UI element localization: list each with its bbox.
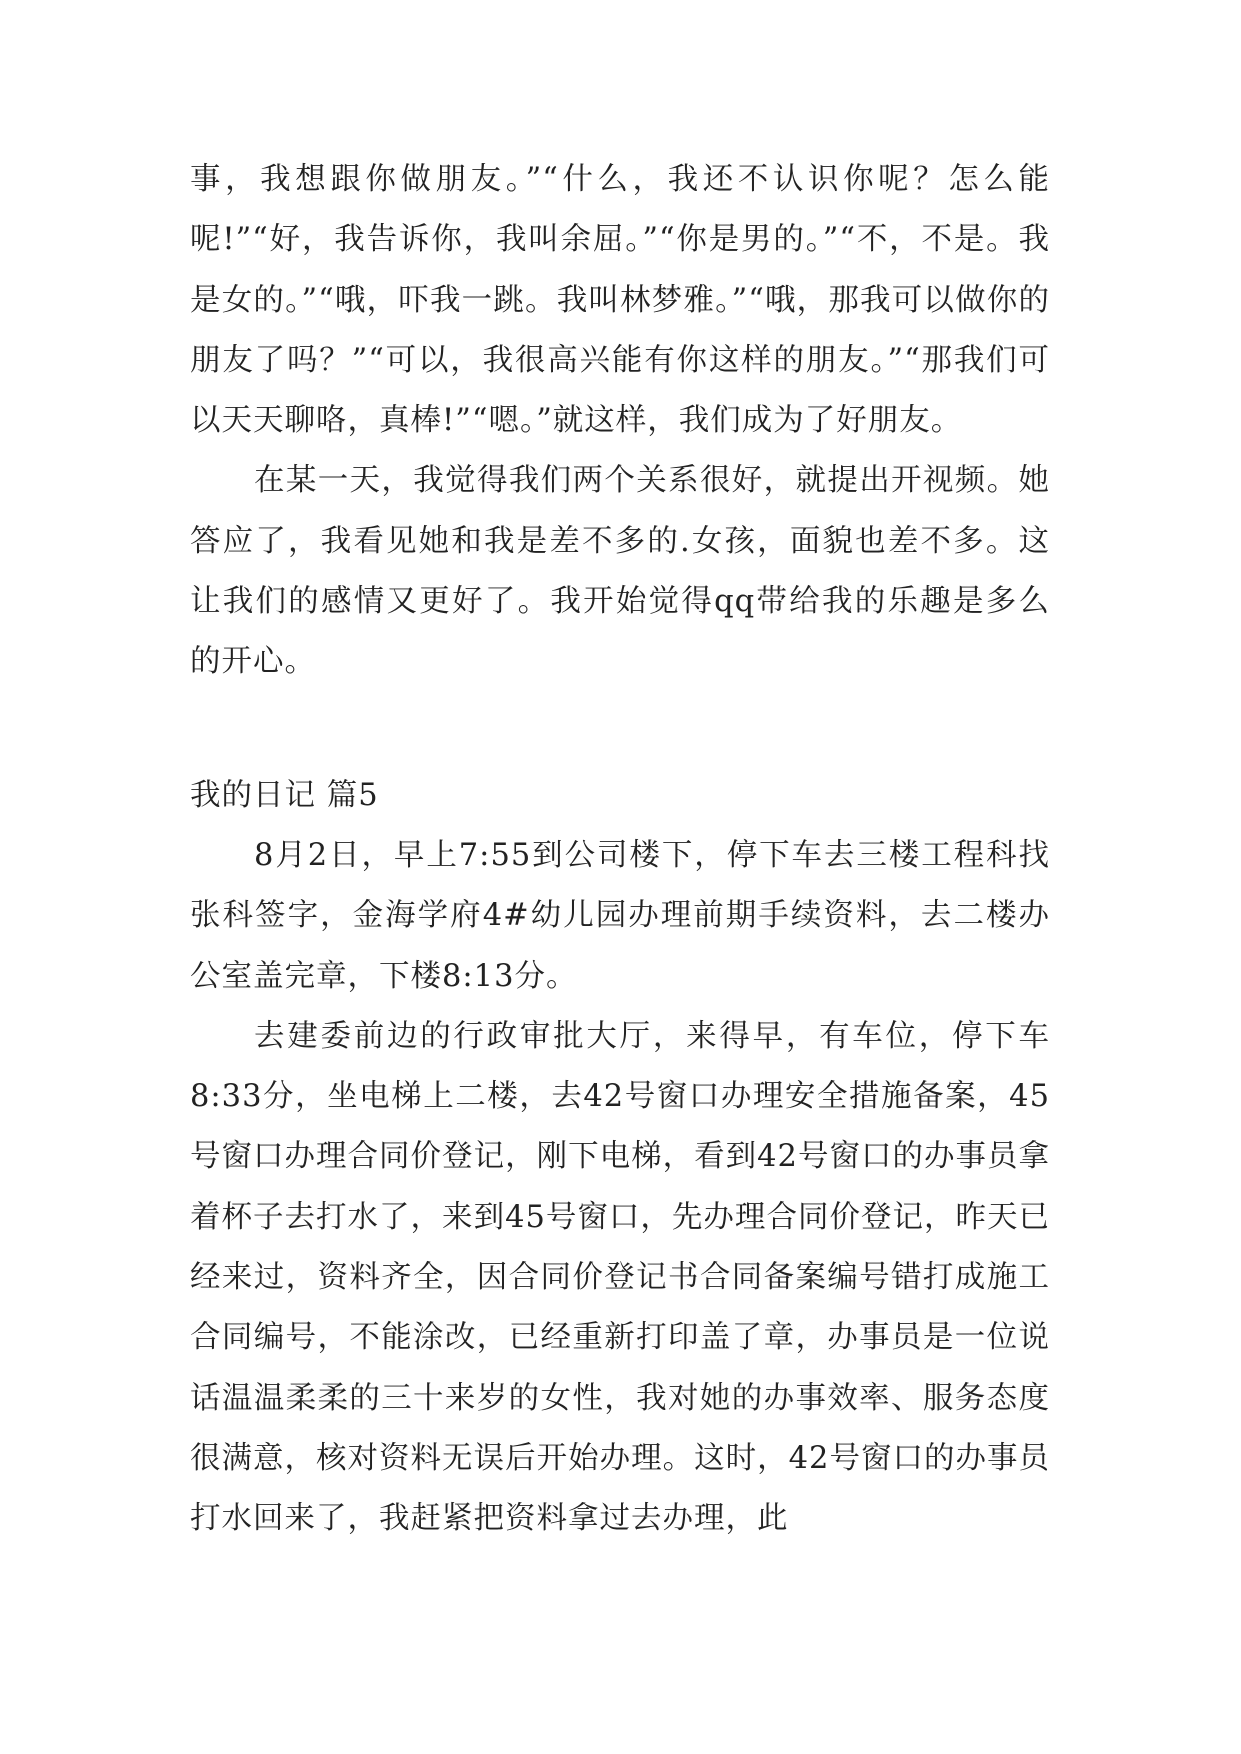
paragraph-video-call: 在某一天，我觉得我们两个关系很好，就提出开视频。她答应了，我看见她和我是差不多的.女孩，面貌也差不多。这让我们的感情又更好了。我开始觉得qq带给我的乐趣是多么的开心。 (190, 463, 1050, 680)
paragraph-approval-hall: 去建委前边的行政审批大厅，来得早，有车位，停下车8:33分，坐电梯上二楼，去42号窗口办理安全措施备案，45号窗口办理合同价登记，刚下电梯，看到42号窗口的办事员拿着杯子去打水了，来到45号窗口，先办理合同价登记，昨天已经来过，资料齐全，因合同价登记书合同备案编号错打成施工合同编号，不能涂改，已经重新打印盖了章，办事员是一位说话温温柔柔的三十来岁的女性，我对她的办事效率、服务态度很满意，核对资料无误后开始办理。这时，42号窗口的办事员打水回来了，我赶紧把资料拿过去办理，此 (190, 1018, 1050, 1537)
document-page (190, 150, 1050, 1550)
paragraph-chat-dialogue: 事，我想跟你做朋友。”“什么，我还不认识你呢？怎么能呢!”“好，我告诉你，我叫余屈。”“你是男的。”“不，不是。我是女的。”“哦，吓我一跳。我叫林梦雅。”“哦，那我可以做你的朋友了吗？”“可以，我很高兴能有你这样的朋友。”“那我们可以天天聊咯，真棒!”“嗯。”就这样，我们成为了好朋友。 (190, 162, 1050, 439)
diary-heading: 我的日记 篇5 (190, 777, 379, 813)
paragraph-morning-office: 8月2日，早上7:55到公司楼下，停下车去三楼工程科找张科签字，金海学府4#幼儿园办理前期手续资料，去二楼办公室盖完章，下楼8:13分。 (190, 837, 1050, 994)
